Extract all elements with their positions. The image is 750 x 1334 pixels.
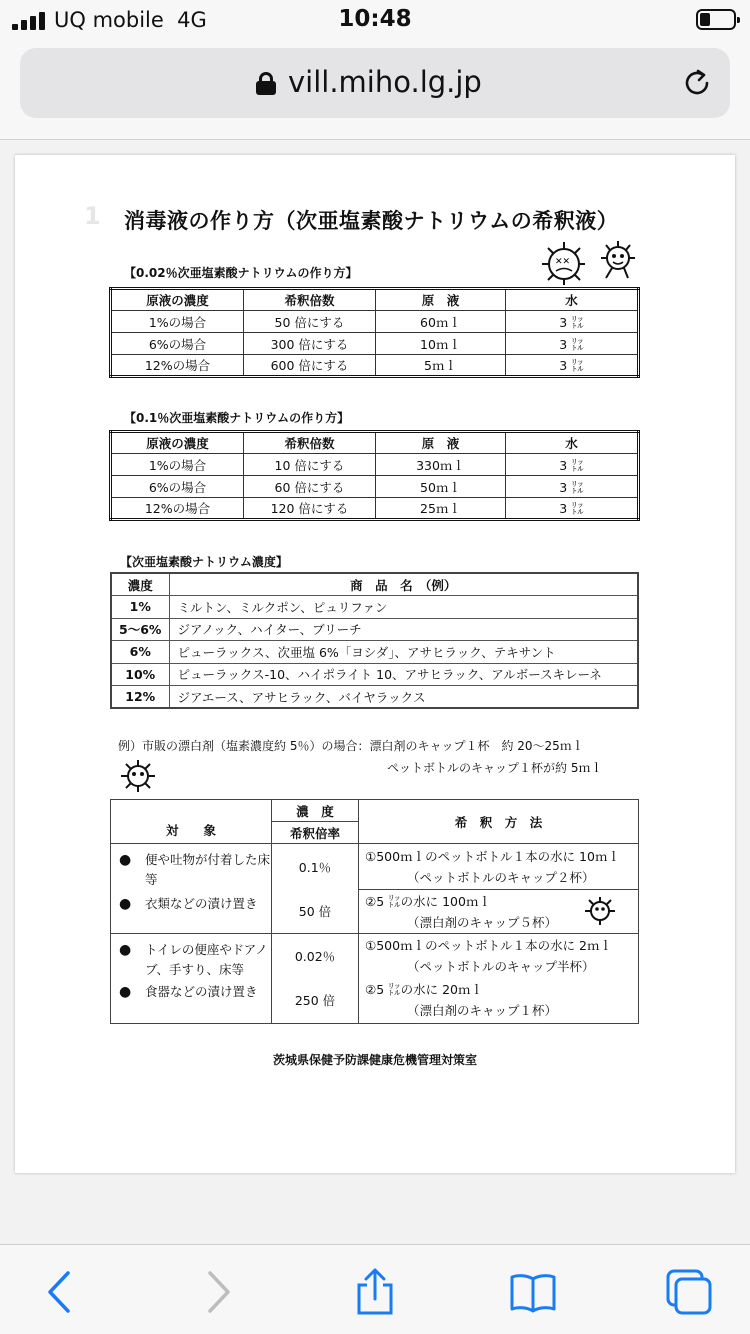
- table-cell: ジアエース、アサヒラック、バイヤラックス: [169, 686, 638, 709]
- table-cell: 10%: [111, 663, 169, 686]
- target-cell: ● 便や吐物が付着した床等 ● 衣類などの漬け置き: [111, 844, 272, 934]
- table-header: 原 液: [376, 289, 506, 311]
- target-cell: ● トイレの便座やドアノブ、手すり、床等 ● 食器などの漬け置き: [111, 934, 272, 1024]
- table-cell: 5ｍｌ: [376, 355, 506, 377]
- table-row: [111, 618, 638, 641]
- table-cell: 1%の場合: [111, 454, 244, 476]
- table-cell: 3 ㍑: [506, 333, 639, 355]
- conc-cell: 0.1％: [272, 844, 359, 890]
- table-header: 原 液: [376, 432, 506, 454]
- table-header: 原液の濃度: [111, 432, 244, 454]
- germ-illustration-icon: [540, 240, 640, 286]
- section2-label: 【0.1％次亜塩素酸ナトリウムの作り方】: [124, 411, 350, 425]
- document-footer: 茨城県保健予防課健康危機管理対策室: [272, 1053, 477, 1067]
- table-cell: 3 ㍑: [506, 498, 639, 520]
- table-cell: 300 倍にする: [244, 333, 376, 355]
- germ-small-icon: [117, 758, 159, 794]
- address-bar[interactable]: [20, 48, 730, 118]
- target-item: 便や吐物が付着した床等: [145, 852, 271, 887]
- table-cell: 12%の場合: [111, 498, 244, 520]
- method-line: ①500ｍｌのペットボトル１本の水に 2ｍｌ: [365, 937, 612, 953]
- table-header: 希釈倍率: [272, 822, 359, 844]
- example-line-1: 例）市販の漂白剤（塩素濃度約 5％）の場合：漂白剤のキャップ１杯 約 20～25ｍｌ: [118, 739, 584, 753]
- method-cell: [359, 978, 639, 1024]
- target-item: 食器などの漬け置き: [145, 984, 258, 999]
- table-cell: 60 倍にする: [244, 476, 376, 498]
- table-row: [111, 355, 639, 377]
- product-table: [110, 572, 639, 709]
- method-line: （漂白剤のキャップ５杯）: [407, 914, 558, 930]
- table-header: 対 象: [111, 800, 272, 844]
- back-button[interactable]: [36, 1267, 86, 1317]
- browser-toolbar: [0, 1244, 750, 1334]
- table-header: 希 釈 方 法: [359, 800, 639, 844]
- table-cell: ジアノック、ハイター、ブリーチ: [169, 618, 638, 641]
- section3-label: 【次亜塩素酸ナトリウム濃度】: [120, 555, 288, 569]
- table-cell: 10ｍｌ: [376, 333, 506, 355]
- status-time: 10:48: [338, 6, 412, 32]
- title-number: 1: [84, 202, 101, 230]
- bookmarks-button[interactable]: [508, 1267, 558, 1317]
- table-row: [111, 663, 638, 686]
- table-row: [111, 596, 638, 619]
- section1-label: 【0.02％次亜塩素酸ナトリウムの作り方】: [124, 266, 358, 280]
- table-cell: 3 ㍑: [506, 476, 639, 498]
- status-bar: [0, 0, 750, 40]
- table-cell: 120 倍にする: [244, 498, 376, 520]
- browser-header: [0, 40, 750, 140]
- table-cell: 3 ㍑: [506, 311, 639, 333]
- table-row: [111, 454, 639, 476]
- table-header: 希釈倍数: [244, 432, 376, 454]
- table-cell: 6%の場合: [111, 476, 244, 498]
- table-row: [111, 686, 638, 709]
- dilution-table-0.02: [109, 287, 640, 378]
- table-cell: 50 倍にする: [244, 311, 376, 333]
- method-line: ②5 ㍑の水に 100ｍｌ: [365, 893, 491, 909]
- ratio-cell: 50 倍: [272, 890, 359, 934]
- target-item: 衣類などの漬け置き: [145, 896, 258, 911]
- table-cell: 6%: [111, 641, 169, 664]
- table-header: 濃度: [111, 573, 169, 596]
- forward-button[interactable]: [192, 1267, 242, 1317]
- document-title: 消毒液の作り方（次亜塩素酸ナトリウムの希釈液）: [124, 209, 619, 233]
- tabs-button[interactable]: [664, 1267, 714, 1317]
- table-row: [111, 934, 639, 978]
- table-cell: ミルトン、ミルクポン、ピュリファン: [169, 596, 638, 619]
- table-cell: 1%: [111, 596, 169, 619]
- method-cell: [359, 934, 639, 978]
- conc-cell: 0.02％: [272, 934, 359, 978]
- table-cell: ピューラックス-10、ハイポライト 10、アサヒラック、アルボースキレーネ: [169, 663, 638, 686]
- table-cell: 600 倍にする: [244, 355, 376, 377]
- method-line: ②5 ㍑の水に 20ｍｌ: [365, 982, 484, 998]
- method-line: （ペットボトルのキャップ半杯）: [407, 958, 595, 974]
- table-row: [111, 641, 638, 664]
- table-cell: 3 ㍑: [506, 355, 639, 377]
- usage-table: [110, 799, 639, 1024]
- table-row: [111, 498, 639, 520]
- table-cell: 1%の場合: [111, 311, 244, 333]
- ratio-cell: 250 倍: [272, 978, 359, 1024]
- table-row: [111, 844, 639, 890]
- table-row: [111, 311, 639, 333]
- example-line-2: ペットボトルのキャップ１杯が約 5ｍｌ: [387, 761, 603, 775]
- network-label: 4G: [177, 8, 207, 32]
- method-cell: [359, 844, 639, 890]
- table-cell: 10 倍にする: [244, 454, 376, 476]
- carrier-label: UQ mobile 4G: [54, 8, 207, 32]
- table-cell: 25ｍｌ: [376, 498, 506, 520]
- table-cell: 50ｍｌ: [376, 476, 506, 498]
- table-header: 水: [506, 289, 639, 311]
- dilution-table-0.1: [109, 430, 640, 521]
- table-cell: 60ｍｌ: [376, 311, 506, 333]
- table-cell: 3 ㍑: [506, 454, 639, 476]
- table-header: 原液の濃度: [111, 289, 244, 311]
- lock-icon: [256, 72, 276, 94]
- table-header: 水: [506, 432, 639, 454]
- table-cell: ピューラックス、次亜塩 6%「ヨシダ」、アサヒラック、テキサント: [169, 641, 638, 664]
- method-line: ①500ｍｌのペットボトル１本の水に 10ｍｌ: [365, 848, 620, 864]
- share-button[interactable]: [350, 1267, 400, 1317]
- battery-icon: [696, 9, 736, 30]
- table-cell: 5～6%: [111, 618, 169, 641]
- target-item: トイレの便座やドアノブ、手すり、床等: [145, 942, 268, 977]
- table-header: 希釈倍数: [244, 289, 376, 311]
- method-line: （ペットボトルのキャップ２杯）: [407, 869, 595, 885]
- table-header: 濃 度: [272, 800, 359, 822]
- table-cell: 12%: [111, 686, 169, 709]
- table-cell: 6%の場合: [111, 333, 244, 355]
- method-line: （漂白剤のキャップ１杯）: [407, 1003, 558, 1019]
- germ-table-icon: [582, 895, 618, 927]
- table-cell: 330ｍｌ: [376, 454, 506, 476]
- table-row: [111, 476, 639, 498]
- reload-icon[interactable]: [680, 66, 714, 100]
- table-cell: 12%の場合: [111, 355, 244, 377]
- url-text[interactable]: vill.miho.lg.jp: [288, 65, 482, 99]
- svg-text:✕✕: ✕✕: [555, 257, 571, 267]
- table-header: 商 品 名 （例）: [169, 573, 638, 596]
- table-row: [111, 333, 639, 355]
